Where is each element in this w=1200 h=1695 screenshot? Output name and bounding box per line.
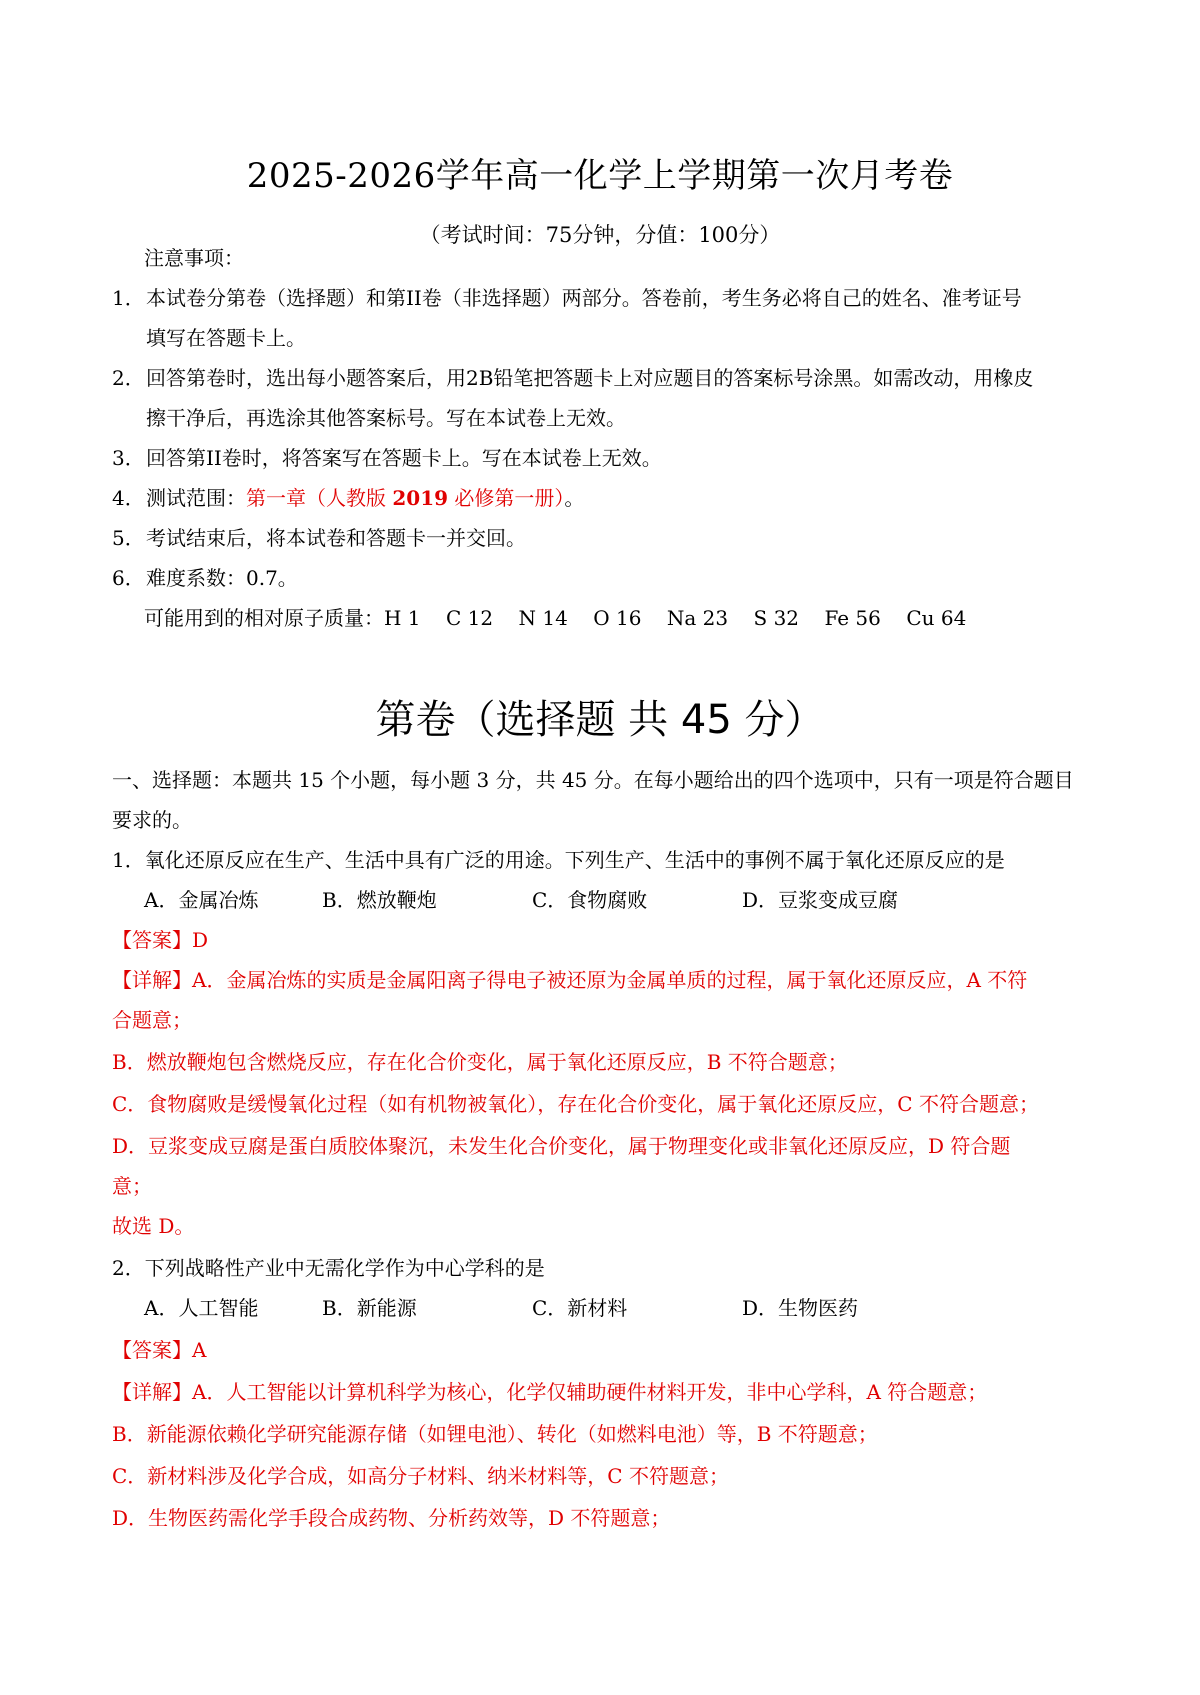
question-2-analysis-line: B．新能源依赖化学研究能源存储（如锂电池）、转化（如燃料电池）等，B 不符题意； bbox=[112, 1422, 878, 1446]
question-2-analysis-line: D．生物医药需化学手段合成药物、分析药效等，D 不符题意； bbox=[112, 1506, 671, 1530]
question-2-answer: 【答案】A bbox=[112, 1338, 207, 1362]
question-1-option-d: D．豆浆变成豆腐 bbox=[742, 888, 899, 912]
question-2-stem: 2．下列战略性产业中无需化学作为中心学科的是 bbox=[112, 1256, 545, 1280]
question-2-option-b: B．新能源 bbox=[322, 1296, 417, 1320]
question-1-analysis-line: 合题意； bbox=[112, 1008, 192, 1032]
question-1-stem: 1．氧化还原反应在生产、生活中具有广泛的用途。下列生产、生活中的事例不属于氧化还原反应的是 bbox=[112, 848, 1005, 872]
note-item-3: 3．回答第II卷时，将答案写在答题卡上。写在本试卷上无效。 bbox=[112, 446, 662, 470]
note-item-6: 6．难度系数：0.7。 bbox=[112, 566, 298, 590]
question-2-option-c: C．新材料 bbox=[532, 1296, 628, 1320]
exam-subtitle: （考试时间：75分钟，分值：100分） bbox=[419, 223, 781, 247]
question-1-option-c: C．食物腐败 bbox=[532, 888, 648, 912]
question-1-answer: 【答案】D bbox=[112, 928, 209, 952]
question-1-analysis-line: C．食物腐败是缓慢氧化过程（如有机物被氧化），存在化合价变化，属于氧化还原反应，C 不符合题意； bbox=[112, 1092, 1039, 1116]
note-item-4: 4．测试范围：第一章（人教版 2019 必修第一册）。 bbox=[112, 486, 585, 510]
question-1-option-a: A．金属冶炼 bbox=[144, 888, 259, 912]
exam-title: 2025-2026学年高一化学上学期第一次月考卷 bbox=[246, 156, 954, 196]
section-intro-cont: 要求的。 bbox=[112, 808, 192, 832]
question-2-analysis-line: 【详解】A．人工智能以计算机科学为核心，化学仅辅助硬件材料开发，非中心学科，A 符合题意； bbox=[112, 1380, 988, 1404]
question-1-analysis-line: B．燃放鞭炮包含燃烧反应，存在化合价变化，属于氧化还原反应，B 不符合题意； bbox=[112, 1050, 848, 1074]
note-item-1-cont: 填写在答题卡上。 bbox=[146, 326, 306, 350]
question-2-analysis-line: C．新材料涉及化学合成，如高分子材料、纳米材料等，C 不符题意； bbox=[112, 1464, 729, 1488]
question-1-analysis-line: 故选 D。 bbox=[112, 1214, 195, 1238]
note-item-1: 1．本试卷分第卷（选择题）和第II卷（非选择题）两部分。答卷前，考生务必将自己的姓名、准考证号 bbox=[112, 286, 1022, 310]
question-1-option-b: B．燃放鞭炮 bbox=[322, 888, 437, 912]
notes-heading: 注意事项： bbox=[144, 246, 244, 270]
question-2-option-a: A．人工智能 bbox=[144, 1296, 259, 1320]
question-1-analysis-line: 【详解】A．金属冶炼的实质是金属阳离子得电子被还原为金属单质的过程，属于氧化还原反应，A 不符 bbox=[112, 968, 1028, 992]
atomic-mass-line: 可能用到的相对原子质量：H 1 C 12 N 14 O 16 Na 23 S 32 Fe 56 Cu 64 bbox=[144, 606, 967, 630]
note-item-5: 5．考试结束后，将本试卷和答题卡一并交回。 bbox=[112, 526, 526, 550]
note-item-2: 2．回答第卷时，选出每小题答案后，用2B铅笔把答题卡上对应题目的答案标号涂黑。如需改动，用橡皮 bbox=[112, 366, 1034, 390]
question-2-option-d: D．生物医药 bbox=[742, 1296, 859, 1320]
section-intro: 一、选择题：本题共 15 个小题，每小题 3 分，共 45 分。在每小题给出的四个选项中，只有一项是符合题目 bbox=[112, 768, 1074, 792]
question-1-analysis-line: 意； bbox=[112, 1174, 152, 1198]
question-1-analysis-line: D．豆浆变成豆腐是蛋白质胶体聚沉，未发生化合价变化，属于物理变化或非氧化还原反应，D 符合题 bbox=[112, 1134, 1011, 1158]
note-item-2-cont: 擦干净后，再选涂其他答案标号。写在本试卷上无效。 bbox=[146, 406, 626, 430]
section-heading: 第卷（选择题 共 45 分） bbox=[375, 697, 825, 743]
